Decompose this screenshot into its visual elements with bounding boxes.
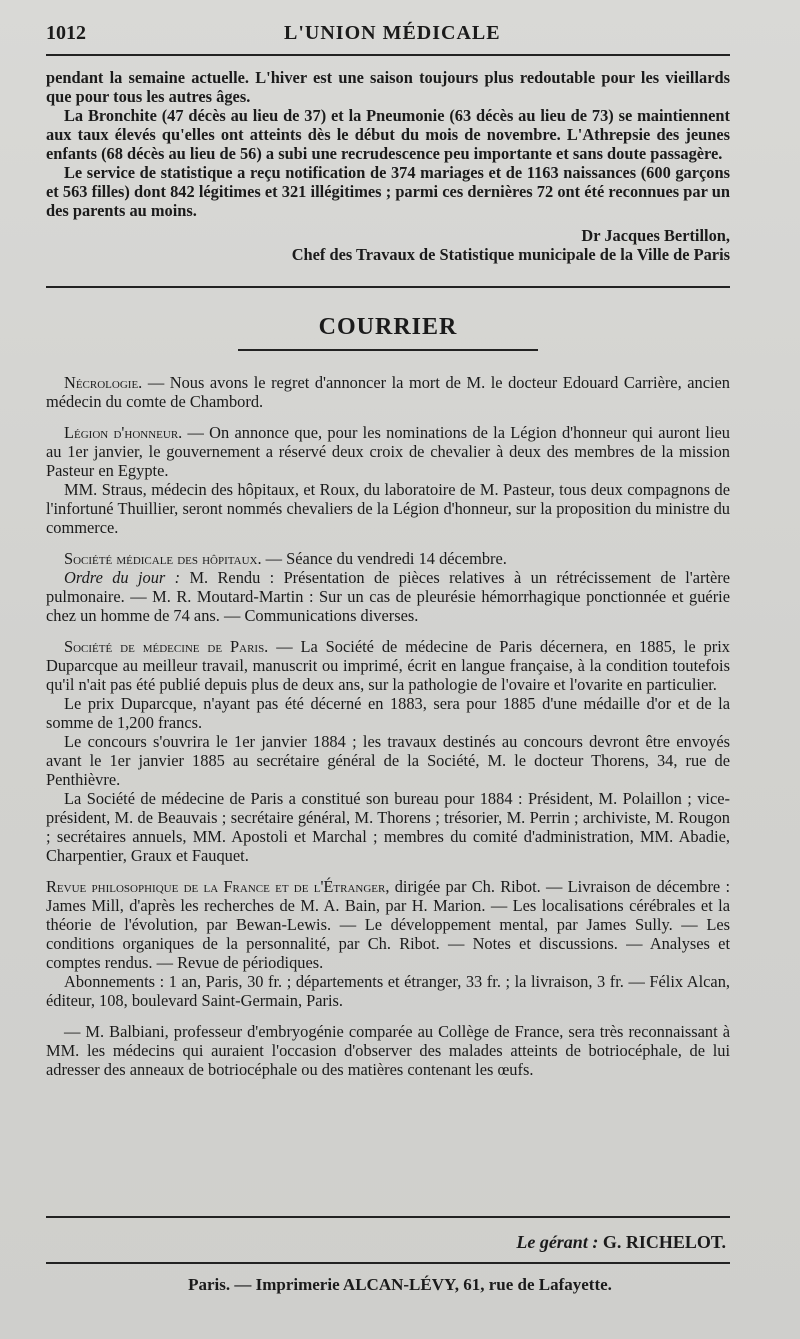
section-title-courrier: COURRIER [318, 314, 458, 340]
footer-rule-top [46, 1216, 730, 1218]
gerant-label: Le gérant : [516, 1232, 599, 1252]
legion-label: Légion d'honneur. [64, 423, 183, 442]
smp-paragraph-4: La Société de médecine de Paris a constitué son bureau pour 1884 : Président, M. Polaillon ; vice-président, M. de Beauvais ; secrétaire général, M. Thorens ; trésorier, M. Perrin ; archiviste, M. Rougon ; secrétaires annuels, MM. Apostoli et Marchal ; membres du comité d'administration, MM. Abadie, Charpentier, Graux et Fauquet. [46, 789, 730, 865]
signature-role: Chef des Travaux de Statistique municipale de la Ville de Paris [291, 245, 730, 264]
page-number: 1012 [46, 22, 86, 44]
journal-title: L'UNION MÉDICALE [284, 22, 501, 44]
signature-name: Dr Jacques Bertillon, [581, 226, 730, 245]
smp-label: Société de médecine de Paris. [64, 637, 269, 656]
legion-paragraph-2: MM. Straus, médecin des hôpitaux, et Roux, du laboratoire de M. Pasteur, tous deux compagnons de l'infortuné Thuillier, seront nommés chevaliers de la Légion d'honneur, sur la proposition du ministre du commerce. [46, 480, 730, 537]
bulletin-paragraph-3: Le service de statistique a reçu notification de 374 mariages et de 1163 naissances (600 garçons et 563 filles) dont 842 légitimes et 321 illégitimes ; parmi ces dernières 72 ont été reconnues par un des parents au moins. [46, 163, 730, 220]
gerant-name: G. RICHELOT. [602, 1232, 726, 1252]
necrologie-paragraph: Nécrologie. — Nous avons le regret d'annoncer la mort de M. le docteur Edouard Carrière, ancien médecin du comte de Chambord. [46, 373, 730, 411]
revue-label: Revue philosophique de la France et de l'Étranger, [46, 877, 390, 896]
smp-paragraph-3: Le concours s'ouvrira le 1er janvier 1884 ; les travaux destinés au concours devront être envoyés avant le 1er janvier 1885 au secrétaire général de la Société, M. le docteur Thorens, 34, rue de Penthièvre. [46, 732, 730, 789]
smh-paragraph: Société médicale des hôpitaux. — Séance du vendredi 14 décembre. [64, 549, 507, 568]
page-body [46, 68, 730, 1079]
revue-paragraph-2: Abonnements : 1 an, Paris, 30 fr. ; départements et étranger, 33 fr. ; la livraison, 3 fr. — Félix Alcan, éditeur, 108, boulevard Saint-Germain, Paris. [46, 972, 730, 1010]
page-header [46, 22, 726, 52]
legion-paragraph: Légion d'honneur. — On annonce que, pour les nominations de la Légion d'honneur qui auront lieu au 1er janvier, le gouvernement a réservé deux croix de chevalier à deux des membres de la mission Pasteur en Egypte. [46, 423, 731, 480]
smp-paragraph-2: Le prix Duparcque, n'ayant pas été décerné en 1883, sera pour 1885 d'une médaille d'or et de la somme de 1,200 francs. [46, 694, 730, 732]
gerant-signature [516, 1232, 726, 1253]
footer-rule-bottom [46, 1262, 730, 1264]
smh-order-paragraph: Ordre du jour : M. Rendu : Présentation de pièces relatives à un rétrécissement de l'artère pulmonaire. — M. R. Moutard-Martin : Sur un cas de pleurésie hémorrhagique ponctionnée et guérie chez un homme de 74 ans. — Communications diverses. [46, 568, 731, 625]
necrologie-label: Nécrologie. [64, 373, 143, 392]
header-rule [46, 54, 730, 56]
revue-paragraph: Revue philosophique de la France et de l'Étranger, dirigée par Ch. Ribot. — Livraison de décembre : James Mill, d'après les recherches de M. A. Bain, par H. Marion. — Les localisations cérébrales et la théorie de l'évolution, par Bewan-Lewis. — Le développement mental, par James Sully. — Les conditions organiques de la personnalité, par Ch. Ribot. — Notes et discussions. — Analyses et comptes rendus. — Revue de périodiques. [46, 877, 730, 972]
balbiani-paragraph: — M. Balbiani, professeur d'embryogénie comparée au Collège de France, sera très reconnaissant à MM. les médecins qui auraient l'occasion d'observer des malades atteints de botriocéphale, de lui adresser des anneaux de botriocéphale ou des matières contenant les œufs. [46, 1022, 730, 1079]
printer-imprint: Paris. — Imprimerie ALCAN-LÉVY, 61, rue de Lafayette. [188, 1275, 612, 1294]
smh-label: Société médicale des hôpitaux. [64, 549, 262, 568]
bulletin-paragraph-2: La Bronchite (47 décès au lieu de 37) et la Pneumonie (63 décès au lieu de 73) se maintiennent aux taux élevés qu'elles ont atteints dès le début du mois de novembre. L'Athrepsie des jeunes enfants (68 décès au lieu de 56) a subi une recrudescence peu importante et sans doute passagère. [46, 106, 730, 163]
smh-order-label: Ordre du jour : [64, 568, 181, 587]
bulletin-paragraph-1: pendant la semaine actuelle. L'hiver est une saison toujours plus redoutable pour les vieillards que pour tous les autres âges. [46, 68, 730, 106]
smp-paragraph: Société de médecine de Paris. — La Société de médecine de Paris décernera, en 1885, le prix Duparcque au meilleur travail, manuscrit ou imprimé, écrit en langue française, à la condition toutefois qu'il n'ait pas été publié depuis plus de deux ans, sur la pathologie de l'ovaire et l'ovarite en particulier. [46, 637, 730, 694]
